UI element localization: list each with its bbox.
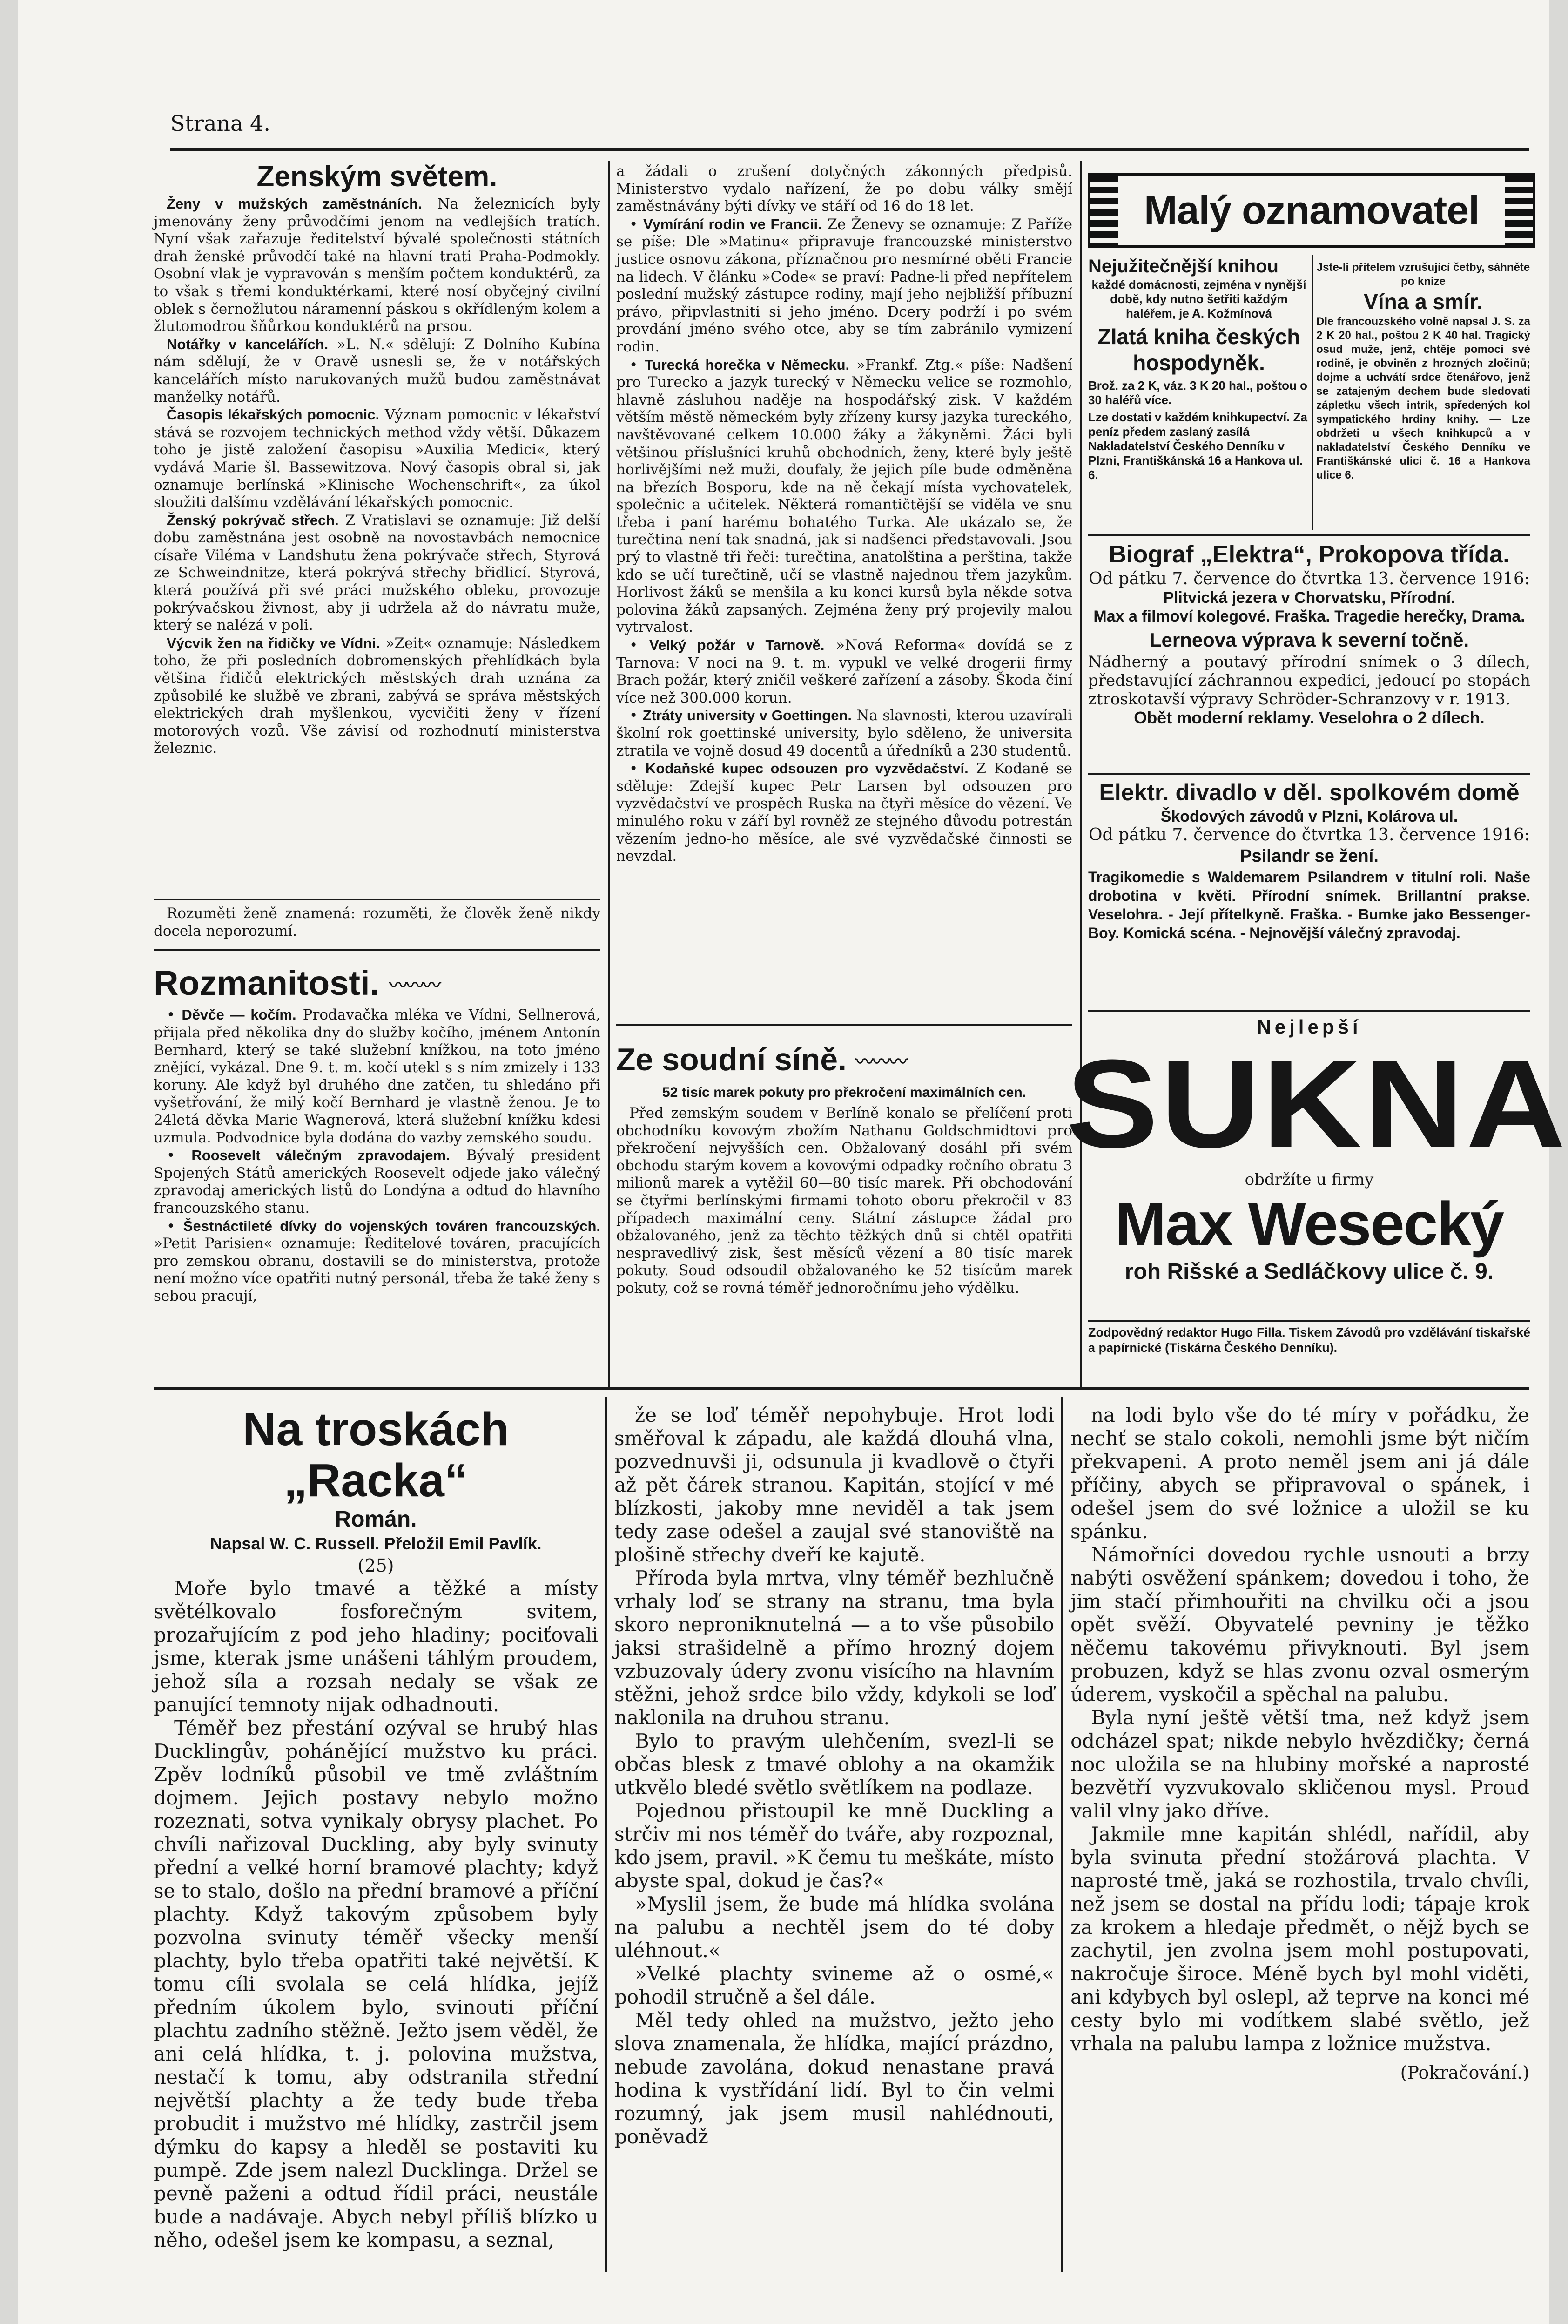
ad-sukna-top: Nejlepší (1257, 1016, 1362, 1038)
novel-column-1 (154, 1404, 598, 2274)
column-rule (608, 161, 610, 1387)
soud-heading: Ze soudní síně. 〰〰〰 (616, 1041, 1072, 1081)
ad-vino-text: Dle francouzského volně napsal J. S. za 2 K 20 hal., poštou 2 K 40 hal. Tragický osud muže, jenž, chtěje pomoci své rodině, je obviněn z hrozných zločinů; dojme a uchvátí srdce čtenářovo, jenž se zatajeným dechem bude sledovati zápletku všech intrik, spředených kol sympatického hrdiny knihy. — Lze obdržeti u všech knihkupců a v nakladatelství Českého Denníku ve Františkánské ulici č. 16 a Hankova ulice 6. (1316, 315, 1530, 481)
novel-text: na lodi bylo vše do té míry v pořádku, že nechť se stalo cokoli, nemohli jsme být ničím překvapeni. A proto neměl jsem ani já dále příčiny, abych se připravoval o spánek, i odešel jsem do své ložnice a uložil se ku spánku. Námořníci dovedou rychle usnouti a brzy nabýti osvěžení spánkem; dovedou i toho, že jim stačí přimhouřiti na chvilku oči a jsou opět svěží. Obyvatelé pevniny je těžko něčemu takovému přivyknouti. Byl jsem probuzen, když se hlas zvonu ozval osmerým úderem, vyskočil a spěchal na palubu. Byla nyní ještě větší tma, než když jsem odcházel spat; nikde nebylo hvězdičky; černá noc uložila se na hlubiny mořské a naprosté bezvětří vyzvukovalo skličenou mysl. Proud valil vlny jako dříve. Jakmile mne kapitán shlédl, nařídil, aby byla svinuta přední stožárová plachta. V naprosté tmě, jaká se rozhostila, trvalo chvíli, než jsem se dostal na přídu lodi; tápaje krok za krokem a hledaje předmět, o nějž bych se zachytil, jen zvolna jsem mohl postupovati, nakročuje široce. Méně bych byl mohl viděti, ani kdybych byl oslepl, až teprve na konci mé cesty bylo mi vodítkem slabé světlo, jež vrhala na palubu lampa z ložnice mužstva. (1070, 1404, 1529, 2055)
rozmanitosti-item: • Roosevelt válečným zpravodajem. Bývalý president Spojených Států amerických Roosevelt odjede jako válečný zpravodaj amerických listů do Londýna a odtud do hlavního francouzského stanu. (154, 1147, 601, 1216)
ad-sukna-address: roh Rišské a Sedláčkovy ulice č. 9. (1124, 1259, 1494, 1284)
rozmanitosti-section (154, 963, 600, 1368)
middle-item: • Vymírání rodin ve Francii. Ze Ženevy se oznamuje: Z Paříže se píše: Dle »Matinu« připravuje francouzské ministerstvo justice osnovu zákona, příznačnou pro nesmírné oběti Francie na lidech. V článku »Code« se praví: Padne-li před nepřítelem poslední mužský zástupce rodiny, mají jeho nejbližší příbuzní právo, připvlastniti si jeho jméno. Dcery podrží i po svém provdání jméno svého otce, aby se tím zabránilo vymizení rodin. (616, 216, 1073, 355)
ze-soudni-sine-section (616, 1041, 1072, 1376)
column-rule (1080, 161, 1082, 1387)
rozmanitosti-item: • Děvče — kočím. Prodavačka mléka ve Vídni, Sellnerová, přijala před několika dny do služby kočího, jménem Antonín Bernhard, který se také služební knížkou, na toto jméno znějící, vykázal. Dne 9. t. m. kočí utekl s s ním zmizely i 133 koruny. Ale když byl druhého dne zatčen, tu shledáno při vyšetřování, že milý kočí Bernhard je vlastně ženou. Je to 24letá děvka Marie Wagnerová, která služební knížku kdesi uzmula. Podvodnice byla dodána do vazby zemského soudu. (154, 1007, 600, 1146)
ad-elektra-dates: Od pátku 7. července do čtvrtka 13. července 1916: (1088, 569, 1530, 588)
novel-column-3 (1070, 1404, 1529, 2274)
soud-subheading: 52 tisíc marek pokuty pro překročení maximálních cen. (662, 1085, 1026, 1101)
ad-elektra-footer: Obět moderní reklamy. Veselohra o 2 dílech. (1134, 708, 1485, 727)
section-divider (616, 1024, 1072, 1026)
ad-kniha-book: Zlatá kniha českých hospodyněk. (1097, 324, 1300, 375)
ad-elektra-program: Max a filmoví kolegové. Fraška. Tragedie herečky, Drama. (1093, 608, 1525, 625)
ad-skoda-desc: Tragikomedie s Waldemarem Psilandrem v titulní roli. Naše drobotina v květi. Přírodní snímek. Brillantní prakse. Veselohra. - Její přítelkyně. Fraška. - Bumke jako Bessenger-Boy. Komická scéna. - Nejnovější válečný zpravodaj. (1088, 869, 1530, 941)
novel-text: Moře bylo tmavé a těžké a místy světélkovalo fosforečným svitem, prozařujícím z pod jeho hladiny; pociťovali jsme, kterak jsme unášeni táhlým proudem, jehož síla a rozsah nedaly se však ze panující temnoty nijak odhadnouti. Téměř bez přestání ozýval se hrubý hlas Ducklingův, pohánějící mužstvo ku práci. Zpěv lodníků působil ve tmě zvláštním dojmem. Jejich postavy nebylo možno rozeznati, sotva vynikaly obrysy plachet. Po chvíli nařizoval Duckling, aby byly svinuty přední a velké horní bramové plachty; když se to stalo, došlo na přední bramové a příční plachty. Když takovým způsobem byly pozvolna svinuty téměř všecky menší plachty, bylo třeba opatřiti také největší. K tomu cíli svolala se celá hlídka, jejíž předním úkolem bylo, svinouti příční plachtu zadního stěžně. Ježto jsem věděl, že ani celá hlídka, t. j. polovina mužstva, nestačí k tomu, aby odstranila střední největší plachty a že tedy bude třeba probudit i mužstvo mé hlídky, zastrčil jsem dýmku do kapsy a hleděl se postaviti ku pumpě. Zde jsem nalezl Ducklinga. Držel se pevně paženi a odtud řídil práci, neustále bude a nadávaje. Abych nebyl příliš blízko u něho, odešel jsem ke kompasu, a seznal, (154, 1577, 598, 2251)
rozmanitosti-item: • Šestnáctileté dívky do vojenských továren francouzských. »Petit Parisien« oznamuje: Ředitelové továren, pracujících pro zemskou obranu, dostavili se do ministerstva, protože není možno více opatřiti nutný personál, třeba že také ženy s sebou pracují, (154, 1217, 601, 1304)
middle-item: • Ztráty university v Goettingen. Na slavnosti, kterou uzavírali školní rok goettinské university, bylo sděleno, že universita ztratila ve vojně dosud 49 docentů a úředníků a 230 studentů. (616, 707, 1072, 759)
ad-column-rule (1312, 255, 1313, 530)
top-rule (170, 148, 1529, 151)
ad-vina-a-smir (1316, 261, 1530, 535)
imprint: Zodpovědný redaktor Hugo Filla. Tiskem Závodů pro vzdělávání tiskařské a papírnické (Tiskárna Českého Denníku). (1088, 1325, 1530, 1355)
zenskym-heading: Zenským světem. (256, 161, 498, 193)
middle-item: • Velký požár v Tarnově. »Nová Reforma« dovídá se z Tarnova: V noci na 9. t. m. vypukl ve velké drogerii firmy Brach požár, který zničil veškeré zařízení a zásoby. Škoda činí více než 300.000 korun. (616, 637, 1073, 706)
rozmanitosti-body (154, 1006, 600, 1305)
ad-kniha-title: Nejužitečnější knihou (1088, 256, 1279, 277)
novel-installment: (25) (357, 1555, 394, 1576)
middle-item: a žádali o zrušení dotyčných zákonných předpisů. Ministerstvo vydalo nařízení, že po dobu války smějí zaměstnávány býti dívky ve stáří od 16 do 18 let. (616, 163, 1072, 215)
soud-body: Před zemským soudem v Berlíně konalo se přelíčení proti obchodníku kovovým zbožím Nathanu Goldschmidtovi pro překročení nejvyšších cen. Obžalovaný dosáhl při svém obchodu starým kovem a kovovými odpadky ročního obratu 3 milionů marek a vytěžil 60—80 tisíc marek. Při obchodování se čtyřmi berlínskými firmami tohoto oboru překročil v 83 případech maximální ceny. Státní zástupce žádal pro obžalovaného, jenž za těchto těžkých dnů si chtěl opatřiti nespravedlivý zisk, šest měsíců vězení a 80 tisíc marek pokuty. Soud odsoudil obžalovaného ke 52 tisícům marek pokuty, což se rovná téměř jednoročnímu jeho výdělku. (616, 1105, 1072, 1297)
zenskym-item: Ženy v mužských zaměstnáních. Na železnicích byly jmenovány ženy průvodčími jenom na vedlejších tratích. Nyní však zařazuje ředitelství bývalé společnosti státních drah ženské průvodčí také na hlavní trati Praha-Podmokly. Osobní vlak je vypravován s menším počtem konduktérů, za to však s třemi konduktérkami, které nosí obyčejný civilní oblek s černožlutou náramenní páskou s okřídleným kolem a žlutomodrou šňůrkou konduktérů na prsou. (154, 196, 600, 335)
zenskym-svetem-section (154, 161, 600, 901)
novel-genre: Román. (335, 1507, 417, 1532)
page-number: Strana 4. (170, 111, 270, 136)
ad-vino-title: Vína a smír. (1364, 290, 1483, 314)
ad-sukna-firm: Max Wesecký (1115, 1189, 1504, 1258)
ad-skoda-dates: Od pátku 7. července do čtvrtka 13. července 1916: (1088, 825, 1530, 844)
zenskym-closing: Rozuměti ženě znamená: rozuměti, že člověk ženě nikdy docela neporozumí. (154, 905, 600, 939)
ad-kniha-order: Lze dostati v každém knihkupectví. Za peníz předem zaslaný zasílá Nakladatelství Českého Denníku v Plzni, Františkánská 16 a Hankova ul. 6. (1088, 410, 1308, 482)
ad-elektra-desc: Nádherný a poutavý přírodní snímek o 3 dílech, představující záchrannou expedici, jedoucí po stopách ztroskotavší výpravy Schröder-Schranzovy v r. 1913. (1088, 653, 1530, 709)
middle-item: • Kodaňské kupec odsouzen pro vyzvědačství. Z Kodaně se sděluje: Zdejší kupec Petr Larsen byl odsouzen pro vyzvědačství ve prospěch Ruska na čtyři měsíce do vězení. Ve minulého roku v září byl rovněž ze stejného důvodu potrestán vězením jedno-ho měsíce, ale své vyzvědačské činnosti se nevzdal. (616, 760, 1073, 865)
ad-skoda-feature: Psilandr se žení. (1240, 846, 1379, 866)
ad-sukna-big: SUKNA (1066, 1034, 1568, 1174)
section-divider (154, 949, 600, 951)
zenskym-item: Časopis lékařských pomocnic. Význam pomocnic v lékařství stává se rozvojem technických method vždy větší. Důkazem toho je jistě založení časopisu »Auxilia Medici«, který vydává Marie šl. Bassewitzova. Nový časopis obral si, jak oznamuje berlínská »Klinische Wochenschrift«, za úkol sloužiti dalšímu vzdělávání lékařských pomocnic. (154, 406, 601, 511)
novel-title: Na troskách „Racka“ (242, 1403, 509, 1507)
ad-elektra-program: Plitvická jezera v Chorvatsku, Přírodní. (1163, 589, 1455, 607)
ad-elektra-title: Biograf „Elektra“, Prokopova třída. (1109, 541, 1510, 568)
novel-text: že se loď téměř nepohybuje. Hrot lodi směřoval k západu, ale každá dlouhá vlna, pozvednuvši ji, odsunula ji kvadlově o čtyři až pět čárek stranou. Kapitán, stojící v mé blízkosti, jakoby mne neviděl a tak jsem tedy zase odešel a zaujal své stanoviště na plošině střechy dveří ke kajutě. Příroda byla mrtva, vlny téměř bezhlučně vrhaly loď se strany na stranu, tma byla skoro neproniknutelná — a to vše působilo jaksi strašidelně a přímo hrozný dojem vzbuzovaly údery zvonu visícího na hlavním stěžni, jehož srdce bilo vždy, kdykoli se loď naklonila na druhou stranu. Bylo to pravým ulehčením, svezl-li se občas blesk z tmavé oblohy a na okamžik utkvělo bledé světlo světlíkem na podlaze. Pojednou přistoupil ke mně Duckling a strčiv mi nos téměř do tváře, aby rozpoznal, kdo jsem, pravil. »K čemu tu meškáte, místo abyste spal, dokud je čas?« »Myslil jsem, že bude má hlídka svolána na palubu a nechtěl jsem do té doby uléhnout.« »Velké plachty svineme až o osmé,« pohodil stručně a šel dále. Měl tedy ohled na mužstvo, ježto jeho slova znamenala, že hlídka, mající prázdno, nebude zavolána, dokud nenastane pravá hodina k vystřídání lidí. Byl to čin velmi rozumný, jak jsem musil nahlédnouti, poněvadž (614, 1404, 1054, 2148)
ad-sukna-wesecky (1066, 1015, 1568, 1322)
rozmanitosti-heading: Rozmanitosti. 〰〰〰 (154, 963, 600, 1006)
ad-kniha-price: Brož. za 2 K, váz. 3 K 20 hal., poštou o 30 haléřů více. (1088, 378, 1307, 407)
section-divider (154, 899, 600, 900)
ad-kniha-text: každé domácnosti, zejména v nynější době, kdy nutno šetřiti každým haléřem, je A. Kožmínová (1091, 277, 1306, 320)
zenskym-item: Notářky v kancelářích. »L. N.« sdělují: Z Dolního Kubína nám sdělují, že v Oravě usnesli se, že v notářských kancelářích místo narukovaných mužů budou zaměstnávat manželky notářů. (154, 336, 600, 405)
ad-divider (1088, 1320, 1530, 1322)
novel-author: Napsal W. C. Russell. Přeložil Emil Pavlík. (210, 1534, 542, 1553)
ornament-waves: 〰〰〰 (855, 1052, 906, 1073)
ad-biograf-elektra (1088, 539, 1530, 772)
novel-continued: (Pokračování.) (1400, 2062, 1529, 2083)
zenskym-body (154, 195, 600, 757)
banner-ornament (1505, 176, 1533, 245)
ad-skoda-sub: Škodových závodů v Plzni, Kolárova ul. (1160, 808, 1458, 825)
banner-ornament (1090, 176, 1118, 245)
middle-item: • Turecká horečka v Německu. »Frankf. Ztg.« píše: Nadšení pro Turecko a jazyk turecký v Německu velice se rozmohlo, hlavně zásluhou naděje na hospodářský zisk. V každém větším městě německém byly zřízeny kursy jazyka tureckého, navštěvované celkem 10.000 žáky a žákyněmi. Žáci byli většinou příslušníci kruhů obchodních, ženy, které byly ještě horlivějšími než muži, doufaly, že jejich píle bude odměněna na březích Bosporu, kde na ně čekají místa vychovatelek, společnic a učitelek. Některá romantičtější se viděla ve snu třeba i paní harému bohatého Turka. Ale ukázalo se, že turečtina není tak snadná, jak si nadšenci představovali. Jsou prý to vlastně tři řeči: turečtina, anatolština a perština, takže kdo se učí turečtině, učí se vlastně najednou třem jazykům. Horlivost žáků se menšila a ku konci kursů byla někde sotva polovina žáků zapsaných. Zejména ženy prý projevily malou vytrvalost. (616, 356, 1072, 636)
ad-elektricke-divadlo (1088, 777, 1530, 1010)
ad-elektra-feature: Lerneova výprava k severní točně. (1149, 629, 1469, 651)
zenskym-item: Ženský pokrývač střech. Z Vratislavi se oznamuje: Již delší dobu zaměstnána jest osobně na novostavbách nemocnice císaře Viléma v Landshutu žena pokrývače střech, Styrová ze Schweindnitze, která pokrývá střechy břidlicí. Styrová, která používá při své práci mužského obleku, provozuje pokrývačskou živnost, aby ji udržela až do návratu muže, který se nalézá v poli. (154, 512, 600, 634)
middle-body (616, 163, 1072, 865)
newspaper-page (18, 0, 1568, 2324)
ad-divider (1088, 534, 1530, 536)
middle-news-section (616, 163, 1072, 1027)
column-rule (605, 1397, 607, 2272)
novel-column-2 (614, 1404, 1054, 2274)
ad-divider (1088, 773, 1530, 775)
column-rule (1061, 1397, 1063, 2272)
ad-divider (1088, 1010, 1530, 1012)
ornament-waves: 〰〰〰 (389, 975, 439, 996)
ad-zlata-kniha (1088, 255, 1310, 534)
feuilleton-rule (154, 1387, 1529, 1390)
maly-oznamovatel-banner (1088, 173, 1535, 248)
ad-sukna-from: obdržíte u firmy (1245, 1170, 1374, 1189)
maly-oznamovatel-title: Malý oznamovatel (1144, 188, 1479, 233)
zenskym-item: Výcvik žen na řidičky ve Vídni. »Zeit« oznamuje: Následkem toho, že při posledních dobromenských přehlídkách byla většina řidičů elektrických městských drah uznána za způsobilé ke službě ve zbrani, zabývá se správa městských elektrických drah myšlenkou, vycvičiti ženy v řízení motorových vozů. Vše závisí od rozhodnutí ministerstva železnic. (154, 635, 600, 757)
ad-skoda-title: Elektr. divadlo v děl. spolkovém domě (1099, 779, 1520, 805)
ad-vino-lead: Jste-li přítelem vzrušující četby, sáhněte po knize (1316, 261, 1530, 288)
